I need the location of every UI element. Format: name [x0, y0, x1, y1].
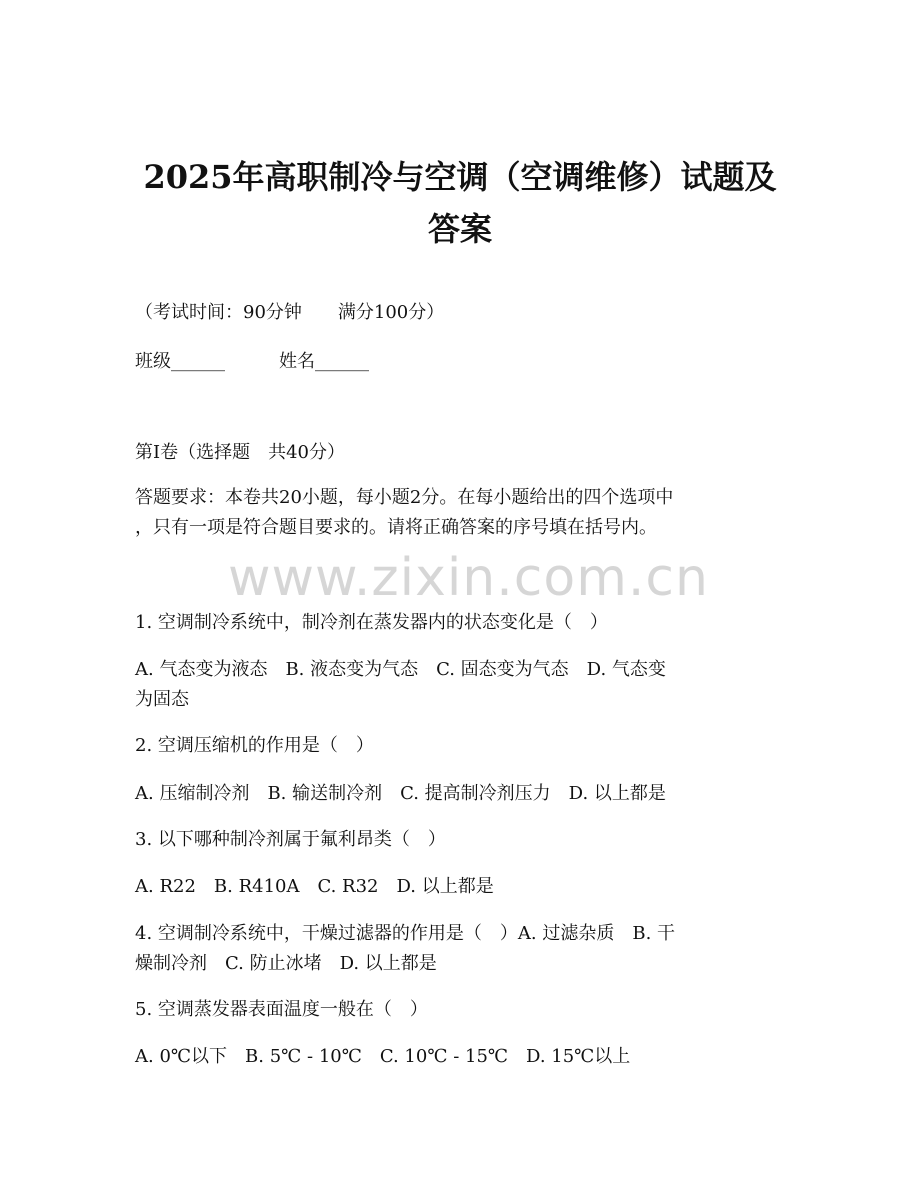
question-2-options: A. 压缩制冷剂 B. 输送制冷剂 C. 提高制冷剂压力 D. 以上都是 — [135, 783, 666, 804]
question-5-stem: 5. 空调蒸发器表面温度一般在（ ） — [135, 999, 428, 1020]
student-fields: 班级______ 姓名______ — [135, 351, 369, 372]
section-heading: 第Ⅰ卷（选择题 共40分） — [135, 442, 346, 463]
question-1-options-line-2: 为固态 — [135, 689, 189, 710]
question-5-options: A. 0℃以下 B. 5℃ - 10℃ C. 10℃ - 15℃ D. 15℃以上 — [135, 1046, 631, 1067]
question-3-options: A. R22 B. R410A C. R32 D. 以上都是 — [135, 876, 494, 897]
document-title-line-2: 答案 — [427, 210, 492, 248]
exam-info: （考试时间：90分钟 满分100分） — [135, 302, 445, 323]
question-3-stem: 3. 以下哪种制冷剂属于氟利昂类（ ） — [135, 829, 446, 850]
document-title-line-1: 2025年高职制冷与空调（空调维修）试题及 — [143, 158, 777, 196]
question-1-options-line-1: A. 气态变为液态 B. 液态变为气态 C. 固态变为气态 D. 气态变 — [135, 659, 666, 680]
instructions-line-1: 答题要求：本卷共20小题，每小题2分。在每小题给出的四个选项中 — [135, 487, 674, 508]
question-4-line-1: 4. 空调制冷系统中，干燥过滤器的作用是（ ）A. 过滤杂质 B. 干 — [135, 923, 676, 944]
instructions-line-2: ，只有一项是符合题目要求的。请将正确答案的序号填在括号内。 — [135, 517, 657, 538]
watermark: www.zixin.com.cn — [228, 548, 709, 608]
question-4-line-2: 燥制冷剂 C. 防止冰堵 D. 以上都是 — [135, 953, 437, 974]
question-1-stem: 1. 空调制冷系统中，制冷剂在蒸发器内的状态变化是（ ） — [135, 612, 608, 633]
question-2-stem: 2. 空调压缩机的作用是（ ） — [135, 735, 374, 756]
